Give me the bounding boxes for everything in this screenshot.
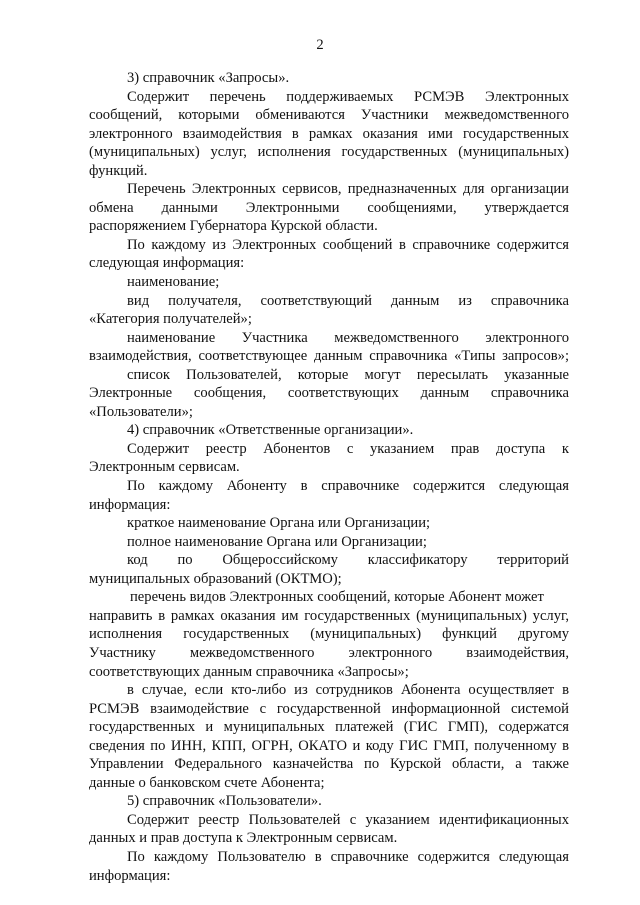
- document-body: [89, 69, 569, 885]
- text-line: данных и прав доступа к Электронным сервисам.: [89, 830, 398, 847]
- page-number: 2: [316, 37, 324, 53]
- text-line: электронного взаимодействия в рамках оказания ими государственных: [89, 125, 569, 142]
- text-line: «Пользователи»;: [89, 403, 193, 420]
- text-line: следующая информация:: [89, 255, 245, 272]
- text-line: 3) справочник «Запросы».: [127, 70, 290, 86]
- text-line: Содержит реестр Абонентов с указанием прав доступа к: [127, 440, 569, 457]
- text-line: перечень видов Электронных сообщений, которые Абонент может: [130, 589, 544, 606]
- text-line: 5) справочник «Пользователи».: [127, 793, 322, 810]
- text-line: вид получателя, соответствующий данным из справочника: [127, 292, 569, 309]
- text-line: Содержит реестр Пользователей с указанием идентификационных: [127, 811, 569, 828]
- text-line: информация:: [89, 496, 171, 513]
- text-line: сведения по ИНН, КПП, ОГРН, ОКАТО и коду ГИС ГМП, полученному в: [89, 737, 569, 754]
- text-line: данные о банковском счете Абонента;: [89, 774, 325, 791]
- text-line: государственных и муниципальных платежей (ГИС ГМП), содержатся: [89, 719, 569, 736]
- text-line: По каждому Абоненту в справочнике содержится следующая: [127, 478, 569, 495]
- text-line: (муниципальных) услуг, исполнения государственных (муниципальных): [89, 144, 569, 161]
- text-line: краткое наименование Органа или Организации;: [127, 515, 431, 532]
- text-line: соответствующих данным справочника «Запросы»;: [89, 663, 409, 680]
- text-line: обмена данными Электронными сообщениями, утверждается: [89, 199, 569, 216]
- text-line: «Категория получателей»;: [89, 311, 252, 328]
- text-line: сообщений, которыми обмениваются Участники межведомственного: [89, 107, 569, 124]
- text-line: РСМЭВ взаимодействие с государственной информационной системой: [89, 700, 569, 717]
- text-line: полное наименование Органа или Организации;: [127, 533, 427, 550]
- text-line: взаимодействия, соответствующее данным справочника «Типы запросов»;: [89, 348, 569, 365]
- text-line: направить в рамках оказания им государственных (муниципальных) услуг,: [89, 607, 569, 624]
- text-line: Содержит перечень поддерживаемых РСМЭВ Электронных: [127, 88, 569, 105]
- text-line: Участнику межведомственного электронного взаимодействия,: [89, 644, 569, 661]
- text-line: Электронным сервисам.: [89, 459, 240, 476]
- text-line: По каждому из Электронных сообщений в справочнике содержится: [127, 236, 569, 253]
- text-line: Управлении Федерального казначейства по Курской области, а также: [89, 756, 569, 773]
- text-line: в случае, если кто-либо из сотрудников Абонента осуществляет в: [127, 682, 569, 699]
- text-line: По каждому Пользователю в справочнике содержится следующая: [127, 848, 569, 865]
- text-line: информация:: [89, 867, 171, 884]
- text-line: муниципальных образований (ОКТМО);: [89, 570, 342, 587]
- text-line: наименование;: [127, 274, 220, 291]
- text-line: Перечень Электронных сервисов, предназначенных для организации: [127, 181, 569, 198]
- text-line: наименование Участника межведомственного электронного: [127, 329, 569, 346]
- text-line: Электронные сообщения, соответствующих данным справочника: [89, 385, 569, 402]
- text-line: функций.: [89, 162, 148, 179]
- text-line: список Пользователей, которые могут пересылать указанные: [127, 366, 569, 383]
- text-line: распоряжением Губернатора Курской области.: [89, 218, 378, 235]
- text-line: код по Общероссийскому классификатору территорий: [127, 552, 569, 569]
- text-line: 4) справочник «Ответственные организации».: [127, 422, 414, 439]
- text-line: исполнения государственных (муниципальных) функций другому: [89, 626, 569, 643]
